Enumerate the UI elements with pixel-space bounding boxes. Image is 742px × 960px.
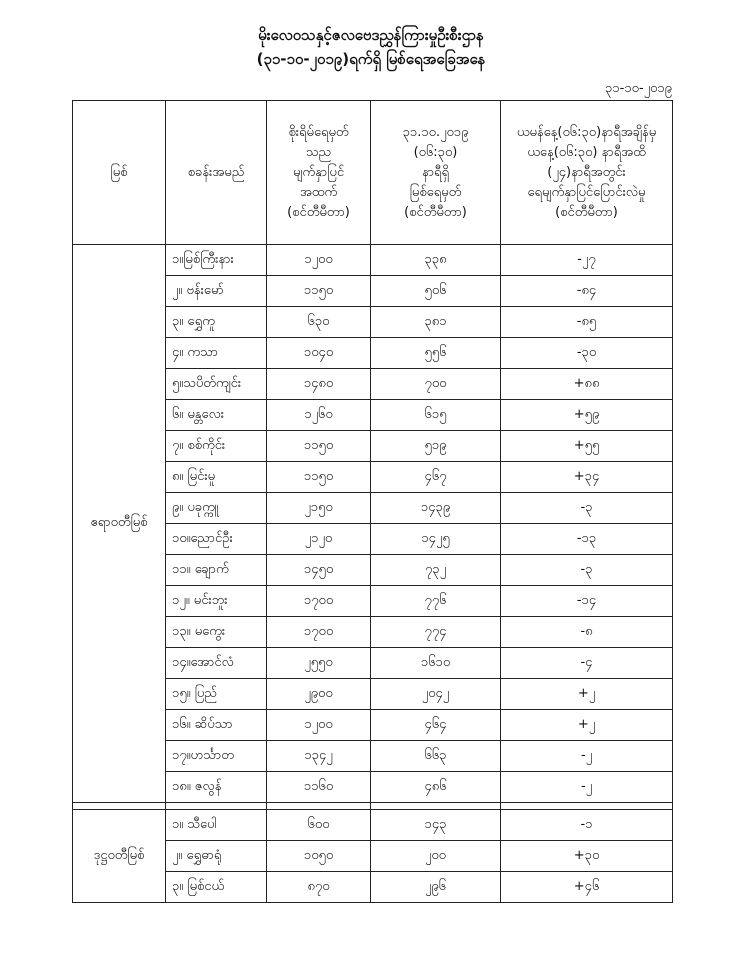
current-level-cell: ၁၄၃ xyxy=(371,810,501,841)
irrawaddy-group xyxy=(73,245,673,803)
station-cell: ၁၂။ မင်းဘူး xyxy=(166,586,267,617)
station-cell: ၁၃။ မကွေး xyxy=(166,617,267,648)
change-cell: -၂ xyxy=(501,772,673,803)
station-cell: ၁၆။ ဆိပ်သာ xyxy=(166,710,267,741)
current-level-cell: ၆၆၃ xyxy=(371,741,501,772)
change-cell: -၃ xyxy=(501,555,673,586)
danger-level-cell: ၈၇၀ xyxy=(267,872,371,903)
change-cell: -၂၇ xyxy=(501,245,673,276)
station-cell: ၇။ စစ်ကိုင်း xyxy=(166,431,267,462)
station-cell: ၁၅။ ပြည် xyxy=(166,679,267,710)
change-cell: +၅၉ xyxy=(501,400,673,431)
current-level-cell: ၃၈၁ xyxy=(371,307,501,338)
river-level-table xyxy=(72,100,673,903)
header-station: စခန်းအမည် xyxy=(166,101,267,245)
change-cell: +၄၆ xyxy=(501,872,673,903)
change-cell: -၃၀ xyxy=(501,338,673,369)
change-cell: -၄ xyxy=(501,648,673,679)
current-level-cell: ၂၀၀ xyxy=(371,841,501,872)
station-cell: ၂။ ဗန်းမော် xyxy=(166,276,267,307)
current-level-cell: ၆၁၅ xyxy=(371,400,501,431)
current-level-cell: ၇၇၄ xyxy=(371,617,501,648)
header-river: မြစ် xyxy=(73,101,166,245)
station-cell: ၃။ မြစ်ငယ် xyxy=(166,872,267,903)
change-cell: +၃၀ xyxy=(501,841,673,872)
table-row xyxy=(73,810,673,841)
danger-level-cell: ၁၃၄၂ xyxy=(267,741,371,772)
station-cell: ၉။ ပခုက္ကူ xyxy=(166,493,267,524)
current-level-cell: ၁၄၃၉ xyxy=(371,493,501,524)
current-level-cell: ၁၄၂၅ xyxy=(371,524,501,555)
current-level-cell: ၄၈၆ xyxy=(371,772,501,803)
current-level-cell: ၂၀၄၂ xyxy=(371,679,501,710)
document-subtitle: (၃၁-၁၀-၂၀၁၉)ရက်ရှိ မြစ်ရေအခြေအနေ xyxy=(256,50,486,68)
header-danger-level: စိုးရိမ်ရေမှတ် သည မျက်နှာပြင် အထက် (စင်တီမီတာ) xyxy=(267,101,371,245)
river-name-cell: ဧရာဝတီမြစ် xyxy=(73,245,166,803)
station-cell: ၂။ ရွှေဓာရုံ xyxy=(166,841,267,872)
change-cell: -၂ xyxy=(501,741,673,772)
danger-level-cell: ၆၀၀ xyxy=(267,810,371,841)
danger-level-cell: ၁၄၈၀ xyxy=(267,369,371,400)
header-change: ယမန်နေ့(၀၆:၃၀)နာရီအချိန်မှ ယနေ့(၀၆:၃၀) နာရီအထိ (၂၄)နာရီအတွင်း ရေမျက်နှာပြင်ပြောင်းလဲမှု (စင်တီမီတာ) xyxy=(501,101,673,245)
change-cell: -၁ xyxy=(501,810,673,841)
current-level-cell: ၇၃၂ xyxy=(371,555,501,586)
separator-row xyxy=(73,803,673,810)
danger-level-cell: ၁၄၅၀ xyxy=(267,555,371,586)
table-row xyxy=(73,245,673,276)
danger-level-cell: ၆၃၀ xyxy=(267,307,371,338)
station-cell: ၁။ သီပေါ xyxy=(166,810,267,841)
danger-level-cell: ၁၇၀၀ xyxy=(267,586,371,617)
current-level-cell: ၅၁၉ xyxy=(371,431,501,462)
table-header-row xyxy=(73,101,673,245)
danger-level-cell: ၁၀၄၀ xyxy=(267,338,371,369)
station-cell: ၄။ ကသာ xyxy=(166,338,267,369)
change-cell: -၈ xyxy=(501,617,673,648)
station-cell: ၁၄။အောင်လံ xyxy=(166,648,267,679)
danger-level-cell: ၁၇၀၀ xyxy=(267,617,371,648)
current-level-cell: ၅၀၆ xyxy=(371,276,501,307)
change-cell: -၁၃ xyxy=(501,524,673,555)
danger-level-cell: ၁၁၅၀ xyxy=(267,276,371,307)
station-cell: ၁။မြစ်ကြီးနား xyxy=(166,245,267,276)
station-cell: ၁၁။ ချောက် xyxy=(166,555,267,586)
station-cell: ၁၇။ဟင်္သာတ xyxy=(166,741,267,772)
myitnge-group xyxy=(73,810,673,903)
change-cell: +၂ xyxy=(501,679,673,710)
current-level-cell: ၁၆၁၀ xyxy=(371,648,501,679)
header-current-level: ၃၁.၁၀.၂၀၁၉ (၀၆:၃၀) နာရီရှိ မြစ်ရေမှတ် (စင်တီမီတာ) xyxy=(371,101,501,245)
document-title: မိုးလေဝသနှင့်ဇလဗေဒညွှန်ကြားမှုဦးစီးဌာန xyxy=(258,26,484,44)
current-level-cell: ၇၀၀ xyxy=(371,369,501,400)
danger-level-cell: ၁၂၀၀ xyxy=(267,710,371,741)
danger-level-cell: ၁၁၅၀ xyxy=(267,462,371,493)
danger-level-cell: ၂၁၂၀ xyxy=(267,524,371,555)
danger-level-cell: ၁၁၆၀ xyxy=(267,772,371,803)
station-cell: ၃။ ရွှေကူ xyxy=(166,307,267,338)
station-cell: ၈။ မြင်းမူ xyxy=(166,462,267,493)
danger-level-cell: ၂၁၅၀ xyxy=(267,493,371,524)
change-cell: -၈၄ xyxy=(501,276,673,307)
station-cell: ၅။သပိတ်ကျင်း xyxy=(166,369,267,400)
current-level-cell: ၄၆၇ xyxy=(371,462,501,493)
change-cell: +၂ xyxy=(501,710,673,741)
current-level-cell: ၅၅၆ xyxy=(371,338,501,369)
current-level-cell: ၇၇၆ xyxy=(371,586,501,617)
current-level-cell: ၄၆၄ xyxy=(371,710,501,741)
current-level-cell: ၂၉၆ xyxy=(371,872,501,903)
station-cell: ၆။ မန္တလေး xyxy=(166,400,267,431)
danger-level-cell: ၂၅၅၀ xyxy=(267,648,371,679)
change-cell: -၈၅ xyxy=(501,307,673,338)
river-name-cell: ဒုဋ္ဌဝတီမြစ် xyxy=(73,810,166,903)
change-cell: -၁၄ xyxy=(501,586,673,617)
danger-level-cell: ၁၂၆၀ xyxy=(267,400,371,431)
change-cell: -၃ xyxy=(501,493,673,524)
change-cell: +၅၅ xyxy=(501,431,673,462)
group-separator xyxy=(73,803,673,810)
document-date: ၃၁-၁၀-၂၀၁၉ xyxy=(605,81,672,96)
change-cell: +၈၈ xyxy=(501,369,673,400)
danger-level-cell: ၁၁၅၀ xyxy=(267,431,371,462)
current-level-cell: ၃၃၈ xyxy=(371,245,501,276)
danger-level-cell: ၁၀၅၀ xyxy=(267,841,371,872)
danger-level-cell: ၂၉၀၀ xyxy=(267,679,371,710)
station-cell: ၁၀။ညောင်ဦး xyxy=(166,524,267,555)
station-cell: ၁၈။ ဇလွန် xyxy=(166,772,267,803)
change-cell: +၃၄ xyxy=(501,462,673,493)
danger-level-cell: ၁၂၀၀ xyxy=(267,245,371,276)
